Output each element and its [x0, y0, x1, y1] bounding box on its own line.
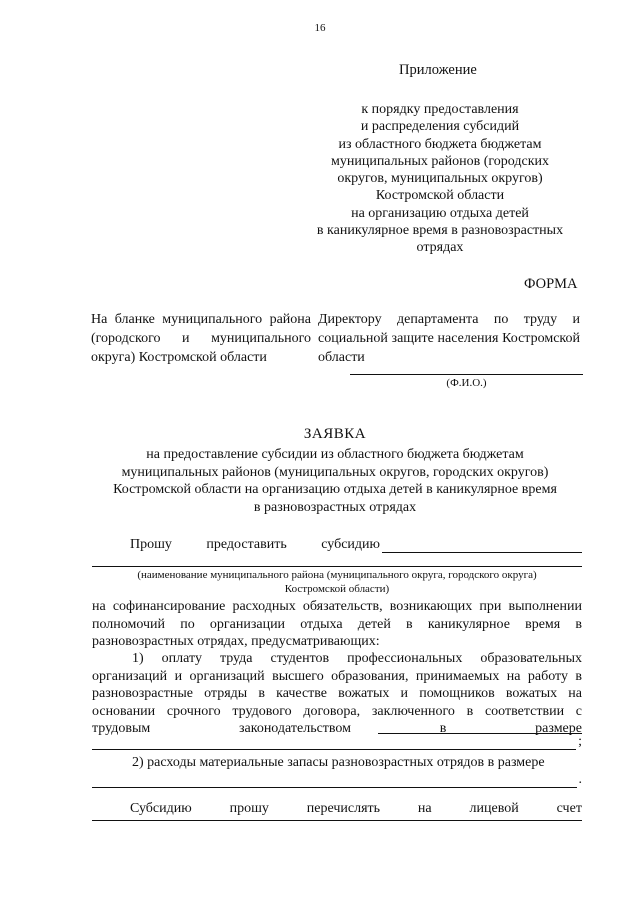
transfer-word: Субсидию	[130, 801, 192, 816]
request-word: Прошу	[130, 537, 172, 552]
transfer-row	[130, 800, 582, 818]
item1-end-mark: ;	[578, 734, 582, 749]
item1-text: 1) оплату труда студентов профессиональных образовательных организаций и организаций высшего образования, принимаемых на работу в разновозрастные отряды в качестве вожатых и помощников вожатых на основании срочного трудового договора, заключенного в соответствии с трудовым законодательством в размере	[92, 651, 582, 737]
municipality-name-line[interactable]	[92, 566, 582, 567]
item2-amount-line[interactable]	[92, 774, 577, 788]
fio-caption: (Ф.И.О.)	[446, 377, 487, 389]
purpose-paragraph: на софинансирование расходных обязательств, возникающих при выполнении полномочий по организации отдыха детей в каникулярное время в разновозрастных отрядах, предусматривающих:	[92, 599, 582, 650]
appendix-title: Приложение	[399, 62, 477, 78]
appendix-line: Костромской области	[375, 188, 505, 204]
transfer-word: счет	[556, 801, 582, 816]
appendix-line: округов, муниципальных округов)	[337, 171, 543, 187]
page-number: 16	[314, 22, 326, 34]
item1-amount-line[interactable]	[92, 736, 576, 750]
letterhead-note: На бланке муниципального района (городского и муниципального округа) Костромской области	[91, 312, 311, 365]
subtitle-line: на предоставление субсидии из областного бюджета бюджетам	[146, 447, 524, 462]
subsidy-amount-line[interactable]	[382, 539, 582, 553]
subtitle-line: муниципальных районов (муниципальных округов, городских округов)	[121, 464, 549, 480]
subtitle-line: Костромской области на организацию отдыха детей в каникулярное время	[113, 482, 557, 497]
subtitle-line: в разновозрастных отрядах	[253, 499, 417, 515]
appendix-line: в каникулярное время в разновозрастных	[316, 223, 564, 239]
appendix-line: на организацию отдыха детей	[351, 205, 529, 221]
transfer-word: прошу	[229, 801, 269, 816]
account-number-line[interactable]	[92, 820, 582, 821]
fio-input-line[interactable]	[350, 374, 583, 375]
item2-amount-row	[92, 772, 582, 788]
form-label: ФОРМА	[524, 276, 578, 292]
transfer-word: перечислять	[306, 801, 381, 816]
application-subtitle	[80, 446, 590, 516]
appendix-line: и распределения субсидий	[360, 119, 520, 135]
transfer-word: на	[417, 801, 432, 816]
municipality-caption-2: Костромской области)	[284, 583, 390, 595]
item2-end-mark: .	[578, 772, 582, 787]
appendix-description	[300, 101, 580, 257]
transfer-word: лицевой	[469, 801, 519, 816]
request-words	[130, 537, 380, 553]
request-word: субсидию	[321, 537, 380, 552]
request-row	[130, 537, 582, 553]
request-word: предоставить	[206, 537, 287, 552]
item2-text: 2) расходы материальные запасы разновозрастных отрядов в размере	[132, 755, 545, 770]
municipality-caption-1: (наименование муниципального района (муниципального округа, городского округа)	[137, 569, 537, 581]
addressee: Директору департамента по труду и социальной защите населения Костромской области	[318, 312, 580, 365]
application-title: ЗАЯВКА	[303, 426, 367, 442]
item1-wrapper	[92, 650, 582, 738]
appendix-line: отрядах	[416, 240, 464, 256]
appendix-line: муниципальных районов (городских	[330, 153, 550, 169]
appendix-line: к порядку предоставления	[361, 102, 519, 117]
item1-amount-row	[92, 734, 582, 750]
appendix-line: из областного бюджета бюджетам	[338, 136, 542, 152]
